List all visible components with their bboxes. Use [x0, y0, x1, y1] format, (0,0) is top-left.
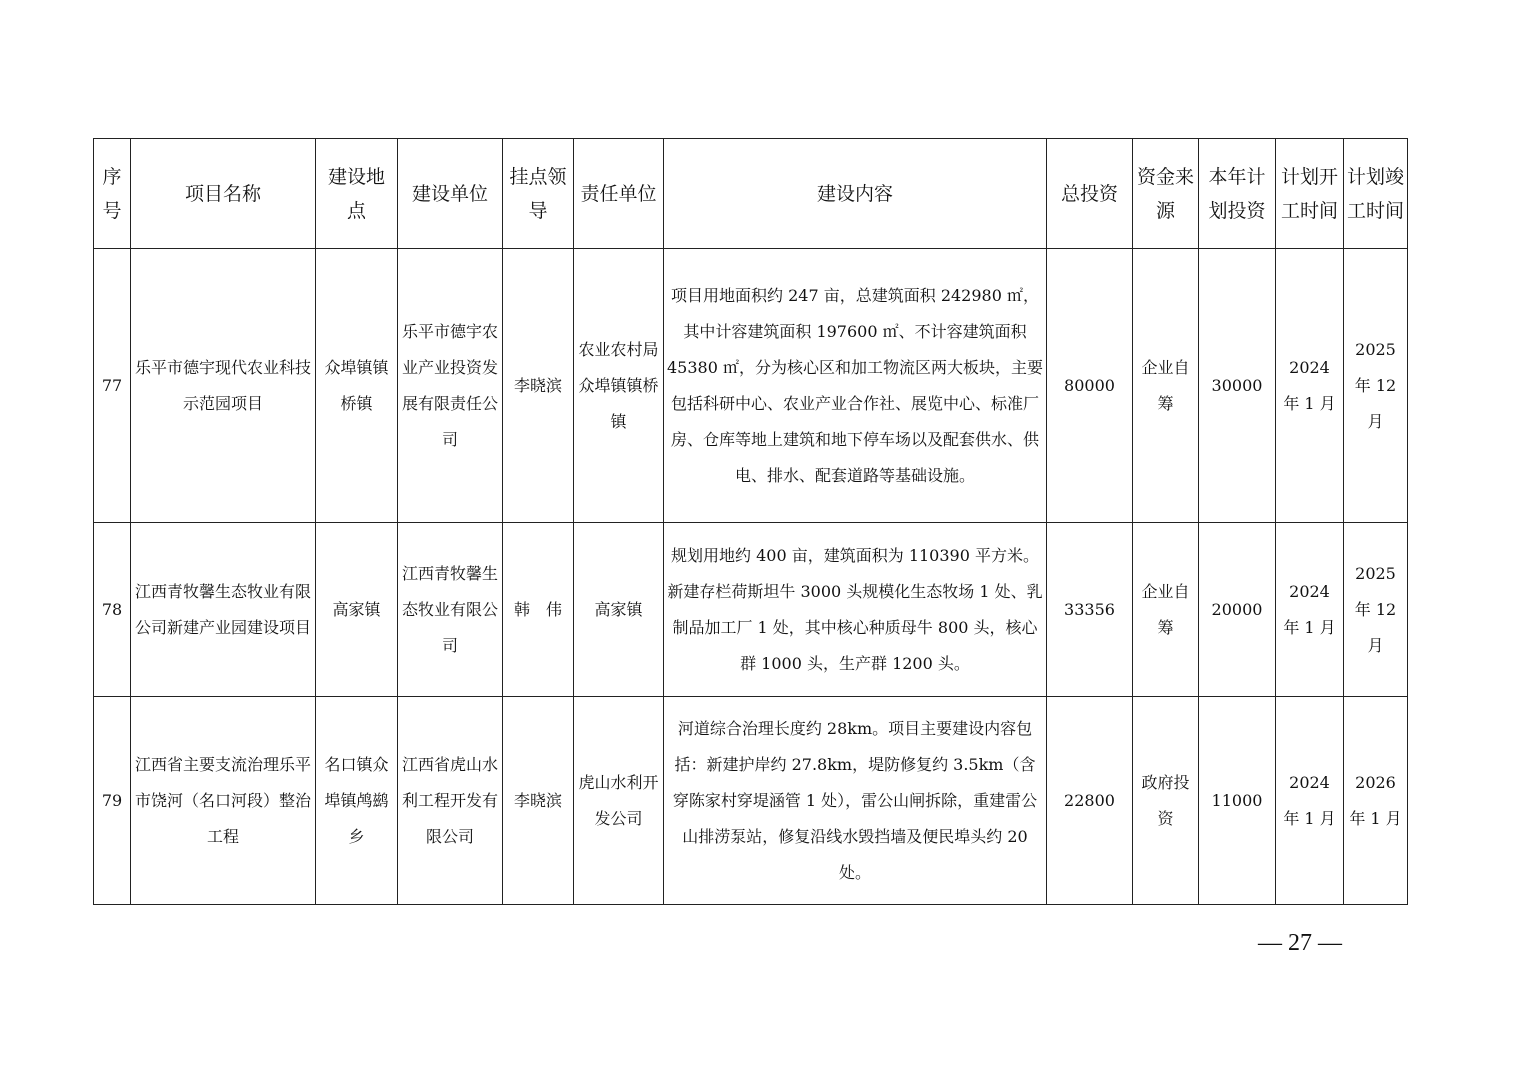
header-start: 计划开工时间: [1276, 139, 1344, 249]
header-leader: 挂点领导: [503, 139, 574, 249]
header-source: 资金来源: [1133, 139, 1199, 249]
cell-builder: 江西省虎山水利工程开发有限公司: [398, 697, 503, 905]
table-row: [94, 523, 1408, 697]
cell-location: 高家镇: [316, 523, 398, 697]
cell-responsible: 高家镇: [574, 523, 664, 697]
page-number: — 27 —: [1258, 930, 1342, 956]
cell-leader: 李晓滨: [503, 249, 574, 523]
cell-name: 江西省主要支流治理乐平市饶河（名口河段）整治工程: [131, 697, 316, 905]
header-end: 计划竣工时间: [1344, 139, 1408, 249]
table-row: [94, 249, 1408, 523]
cell-source: 企业自筹: [1133, 523, 1199, 697]
cell-responsible: 虎山水利开发公司: [574, 697, 664, 905]
cell-content: 河道综合治理长度约 28km。项目主要建设内容包括：新建护岸约 27.8km，堤防修复约 3.5km（含穿陈家村穿堤涵管 1 处），雷公山闸拆除，重建雷公山排涝泵站，修复沿线水毁挡墙及便民埠头约 20 处。: [664, 697, 1047, 905]
cell-total: 33356: [1047, 523, 1133, 697]
cell-location: 名口镇众埠镇鸬鹚乡: [316, 697, 398, 905]
header-name: 项目名称: [131, 139, 316, 249]
cell-total: 22800: [1047, 697, 1133, 905]
header-location: 建设地点: [316, 139, 398, 249]
cell-content: 项目用地面积约 247 亩，总建筑面积 242980 ㎡，其中计容建筑面积 197600 ㎡、不计容建筑面积 45380 ㎡，分为核心区和加工物流区两大板块，主要包括科研中心、农业产业合作社、展览中心、标准厂房、仓库等地上建筑和地下停车场以及配套供水、供电、排水、配套道路等基础设施。: [664, 249, 1047, 523]
cell-end: 2026 年 1 月: [1344, 697, 1408, 905]
cell-responsible: 农业农村局众埠镇镇桥镇: [574, 249, 664, 523]
cell-annual: 20000: [1199, 523, 1276, 697]
header-no: 序号: [94, 139, 131, 249]
cell-source: 企业自筹: [1133, 249, 1199, 523]
cell-no: 77: [94, 249, 131, 523]
header-responsible: 责任单位: [574, 139, 664, 249]
header-row: [94, 139, 1408, 249]
cell-no: 78: [94, 523, 131, 697]
cell-total: 80000: [1047, 249, 1133, 523]
cell-location: 众埠镇镇桥镇: [316, 249, 398, 523]
cell-start: 2024 年 1 月: [1276, 697, 1344, 905]
cell-annual: 30000: [1199, 249, 1276, 523]
cell-builder: 乐平市德宇农业产业投资发展有限责任公司: [398, 249, 503, 523]
cell-start: 2024 年 1 月: [1276, 523, 1344, 697]
cell-source: 政府投资: [1133, 697, 1199, 905]
cell-end: 2025 年 12 月: [1344, 523, 1408, 697]
cell-leader: 李晓滨: [503, 697, 574, 905]
header-annual: 本年计划投资: [1199, 139, 1276, 249]
cell-annual: 11000: [1199, 697, 1276, 905]
header-content: 建设内容: [664, 139, 1047, 249]
project-table: [93, 138, 1408, 905]
header-builder: 建设单位: [398, 139, 503, 249]
cell-content: 规划用地约 400 亩，建筑面积为 110390 平方米。新建存栏荷斯坦牛 3000 头规模化生态牧场 1 处、乳制品加工厂 1 处，其中核心种质母牛 800 头，核心群 1000 头，生产群 1200 头。: [664, 523, 1047, 697]
cell-name: 乐平市德宇现代农业科技示范园项目: [131, 249, 316, 523]
cell-end: 2025 年 12 月: [1344, 249, 1408, 523]
table-row: [94, 697, 1408, 905]
cell-start: 2024 年 1 月: [1276, 249, 1344, 523]
cell-leader: 韩 伟: [503, 523, 574, 697]
header-total: 总投资: [1047, 139, 1133, 249]
cell-name: 江西青牧馨生态牧业有限公司新建产业园建设项目: [131, 523, 316, 697]
cell-no: 79: [94, 697, 131, 905]
cell-builder: 江西青牧馨生态牧业有限公司: [398, 523, 503, 697]
